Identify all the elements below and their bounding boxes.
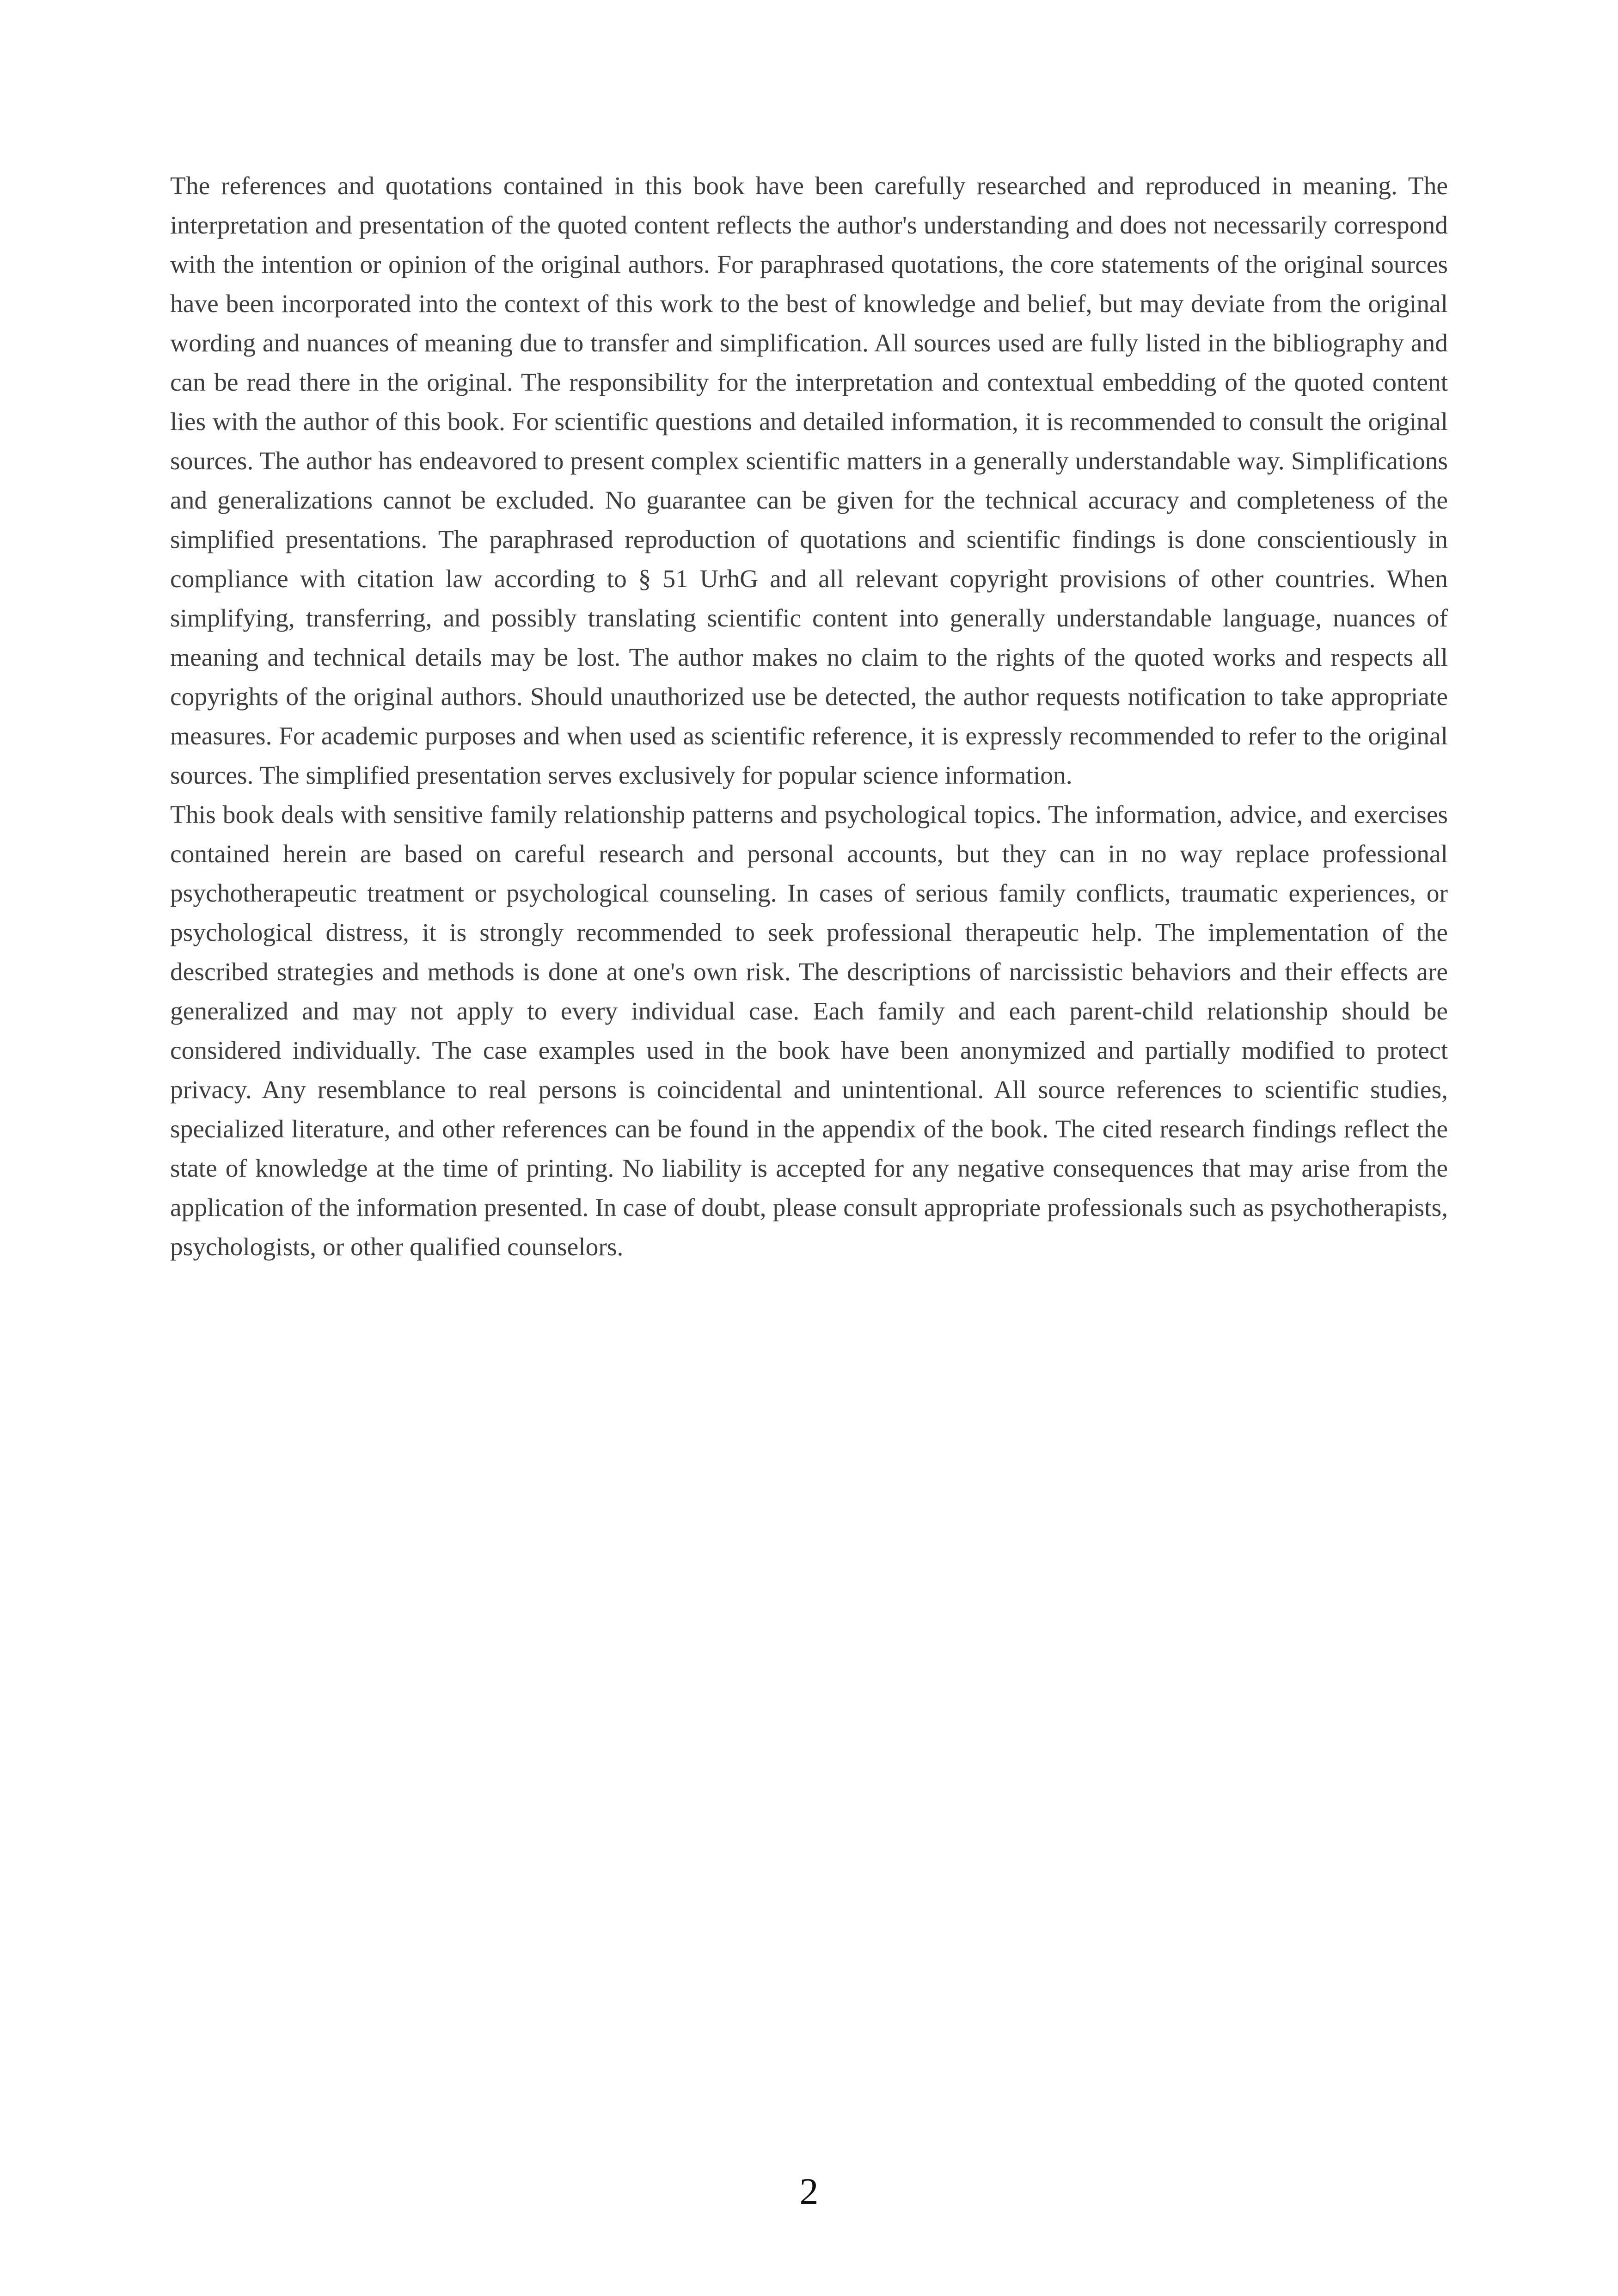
paragraph-citation-disclaimer: The references and quotations contained in this book have been carefully researched and reproduced in meaning. The interpretation and presentation of the quoted content reflects the author's understanding and does not necessarily correspond with the intention or opinion of the original authors. For paraphrased quotations, the core statements of the original sources have been incorporated into the context of this work to the best of knowledge and belief, but may deviate from the original wording and nuances of meaning due to transfer and simplification. All sources used are fully listed in the bibliography and can be read there in the original. The responsibility for the interpretation and contextual embedding of the quoted content lies with the author of this book. For scientific questions and detailed information, it is recommended to consult the original sources. The author has endeavored to present complex scientific matters in a generally understandable way. Simplifications and generalizations cannot be excluded. No guarantee can be given for the technical accuracy and completeness of the simplified presentations. The paraphrased reproduction of quotations and scientific findings is done conscientiously in compliance with citation law according to § 51 UrhG and all relevant copyright provisions of other countries. When simplifying, transferring, and possibly translating scientific content into generally understandable language, nuances of meaning and technical details may be lost. The author makes no claim to the rights of the quoted works and respects all copyrights of the original authors. Should unauthorized use be detected, the author requests notification to take appropriate measures. For academic purposes and when used as scientific reference, it is expressly recommended to refer to the original sources. The simplified presentation serves exclusively for popular science information. (170, 172, 1448, 790)
body-text (170, 166, 1448, 1267)
page-number: 2 (799, 2170, 819, 2212)
paragraph-health-disclaimer: This book deals with sensitive family relationship patterns and psychological topics. The information, advice, and exercises contained herein are based on careful research and personal accounts, but they can in no way replace professional psychotherapeutic treatment or psychological counseling. In cases of serious family conflicts, traumatic experiences, or psychological distress, it is strongly recommended to seek professional therapeutic help. The implementation of the described strategies and methods is done at one's own risk. The descriptions of narcissistic behaviors and their effects are generalized and may not apply to every individual case. Each family and each parent-child relationship should be considered individually. The case examples used in the book have been anonymized and partially modified to protect privacy. Any resemblance to real persons is coincidental and unintentional. All source references to scientific studies, specialized literature, and other references can be found in the appendix of the book. The cited research findings reflect the state of knowledge at the time of printing. No liability is accepted for any negative consequences that may arise from the application of the information presented. In case of doubt, please consult appropriate professionals such as psychotherapists, psychologists, or other qualified counselors. (170, 801, 1448, 1261)
